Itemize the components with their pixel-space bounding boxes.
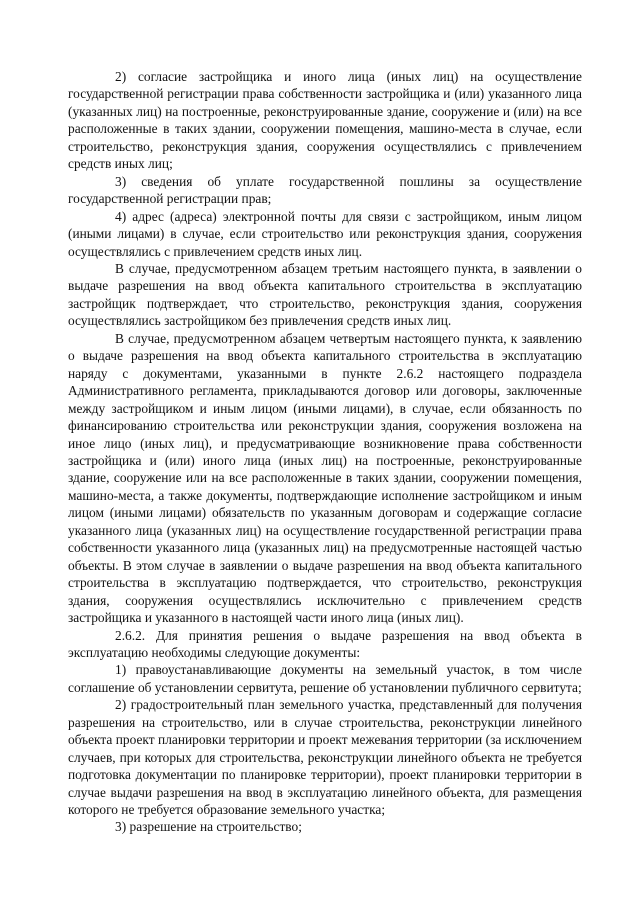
paragraph-doc-3-building-permit: 3) разрешение на строительство;: [115, 819, 302, 835]
paragraph-doc-2-urban-plan: 2) градостроительный план земельного участка, представленный для получения разрешения на строительство, или в случае строительства, реконструкции линейного объекта проект планировки территории и проект межевания территории (за исключением случаев, при которых для строительства, реконструкции линейного объекта не требуется подготовка документации по планировке территории), проект планировки территории в случае выдачи разрешения на ввод в эксплуатацию линейного объекта, для размещения которого не требуется образование земельного участка;: [68, 697, 582, 818]
paragraph-item-2-consent: 2) согласие застройщика и иного лица (иных лиц) на осуществление государственной регистрации права собственности застройщика и (или) указанного лица (указанных лиц) на построенные, реконструированные здание, сооружение и (или) на все расположенные в таких здании, сооружении помещения, машино-места в случае, если строительство, реконструкция здания, сооружения осуществлялись с привлечением средств иных лиц;: [68, 69, 582, 172]
paragraph-section-2-6-2: 2.6.2. Для принятия решения о выдаче разрешения на ввод объекта в эксплуатацию необходимы следующие документы:: [68, 627, 582, 660]
paragraph-case-fourth-clause: В случае, предусмотренном абзацем четвертым настоящего пункта, к заявлению о выдаче разрешения на ввод объекта капитального строительства в эксплуатацию наряду с документами, указанными в пункте 2.6.2 настоящего подраздела Административного регламента, прикладываются договор или договоры, заключенные между застройщиком и иным лицом (иными лицами), в случае, если обязанность по финансированию строительства или реконструкции здания, сооружения возложена на иное лицо (иных лиц), и предусматривающие возникновение права собственности застройщика и (или) иного лица (иных лиц) на построенные, реконструированные здание, сооружение или на все расположенные в таких здании, сооружении помещения, машино-места, а также документы, подтверждающие исполнение застройщиком и иным лицом (иными лицами) обязательств по указанным договорам и содержащие согласие указанного лица (указанных лиц) на осуществление государственной регистрации права собственности указанного лица (указанных лиц) на предусмотренные настоящей частью объекты. В этом случае в заявлении о выдаче разрешения на ввод объекта капитального строительства в эксплуатацию подтверждается, что строительство, реконструкция здания, сооружения осуществлялись исключительно с привлечением средств застройщика и указанного в настоящей части иного лица (иных лиц).: [68, 330, 582, 626]
paragraph-item-4-email: 4) адрес (адреса) электронной почты для связи с застройщиком, иным лицом (иными лицами) в случае, если строительство или реконструкция здания, сооружения осуществлялись с привлечением средств иных лиц.: [68, 208, 582, 259]
document-body: [68, 68, 582, 836]
paragraph-doc-1-land-rights: 1) правоустанавливающие документы на земельный участок, в том числе соглашение об установлении сервитута, решение об установлении публичного сервитута;: [68, 662, 582, 695]
paragraph-item-3-state-fee: 3) сведения об уплате государственной пошлины за осуществление государственной регистрации прав;: [68, 173, 582, 207]
paragraph-case-third-clause: В случае, предусмотренном абзацем третьим настоящего пункта, в заявлении о выдаче разрешения на ввод объекта капитального строительства в эксплуатацию застройщик подтверждает, что строительство, реконструкция здания, сооружения осуществлялись застройщиком без привлечения средств иных лиц.: [68, 260, 582, 329]
